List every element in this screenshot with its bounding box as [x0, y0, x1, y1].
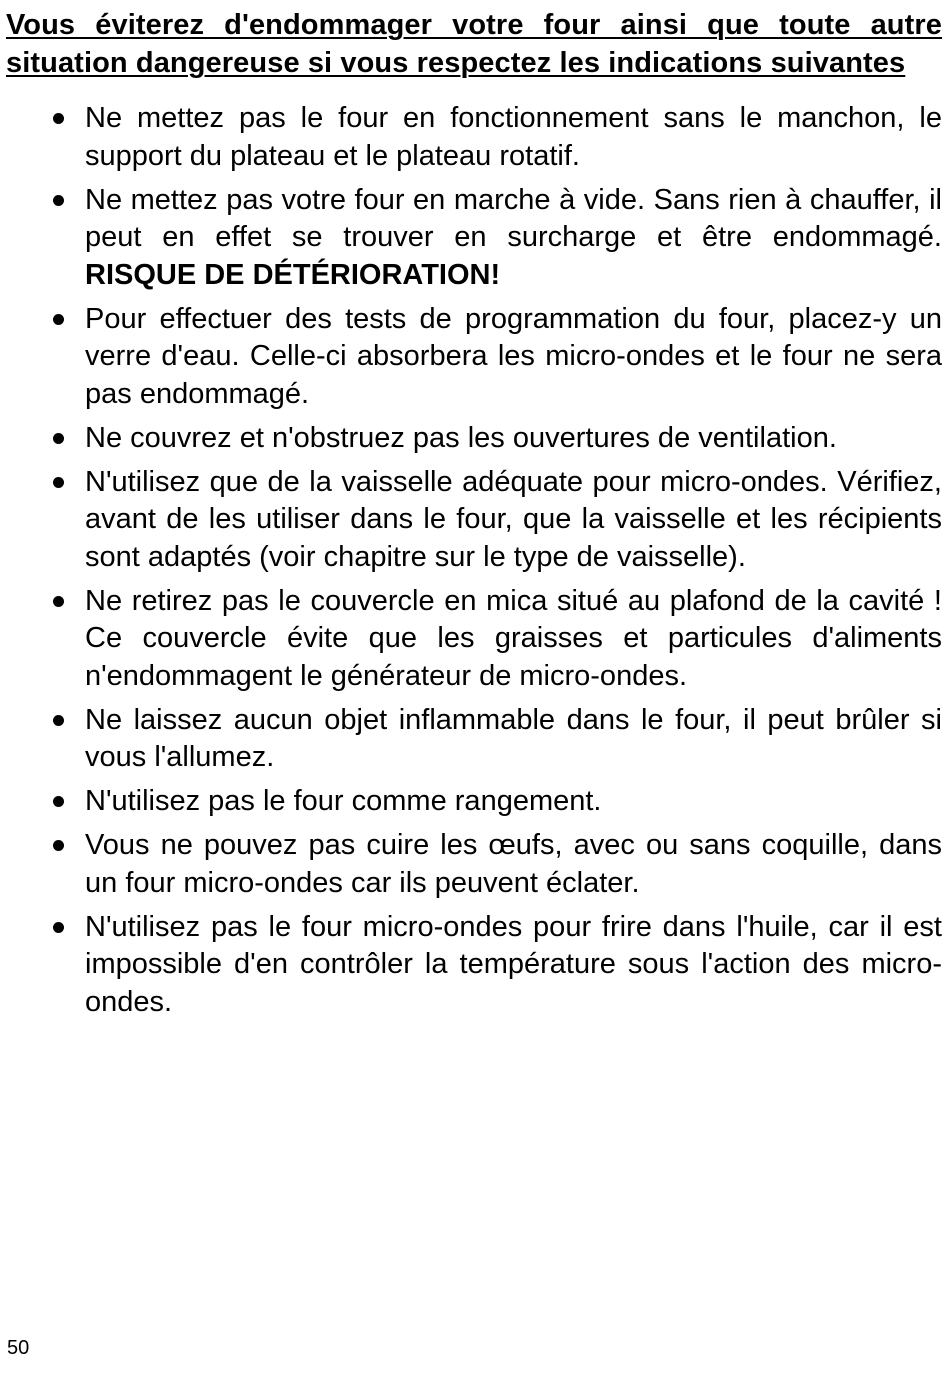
page-number: 50 — [7, 1337, 30, 1359]
list-item — [6, 702, 942, 777]
list-item — [6, 464, 942, 577]
bullet-icon — [53, 840, 64, 851]
list-item-text: Pour effectuer des tests de programmation du four, placez-y un verre d'eau. Celle-ci absorbera les micro-ondes et le four ne sera pas endommagé. — [85, 302, 942, 410]
safety-instructions-list — [6, 100, 942, 1021]
bullet-icon — [53, 113, 64, 124]
bullet-icon — [53, 477, 64, 488]
list-item — [6, 583, 942, 696]
list-item — [6, 301, 942, 414]
bullet-icon — [53, 195, 64, 206]
list-item-text: Ne laissez aucun objet inflammable dans le four, il peut brûler si vous l'allumez. — [85, 703, 942, 773]
list-item — [6, 783, 942, 821]
list-item-text: N'utilisez pas le four micro-ondes pour frire dans l'huile, car il est impossible d'en contrôler la température sous l'action des micro-ondes. — [85, 910, 942, 1018]
bullet-icon — [53, 796, 64, 807]
list-item-text: Vous ne pouvez pas cuire les œufs, avec ou sans coquille, dans un four micro-ondes car ils peuvent éclater. — [85, 829, 942, 899]
section-heading: Vous éviterez d'endommager votre four ainsi que toute autre situation dangereuse si vous respectez les indications suivantes — [6, 9, 942, 79]
list-item — [6, 827, 942, 902]
bullet-icon — [53, 314, 64, 325]
bullet-icon — [53, 715, 64, 726]
list-item-text: Ne mettez pas votre four en marche à vide. Sans rien à chauffer, il peut en effet se trouver en surcharge et être endommagé. — [85, 183, 942, 253]
list-item — [6, 100, 942, 175]
list-item-warning: RISQUE DE DÉTÉRIORATION! — [85, 258, 501, 291]
document-page — [6, 6, 942, 1028]
list-item — [6, 182, 942, 295]
list-item-text: Ne couvrez et n'obstruez pas les ouvertures de ventilation. — [85, 421, 837, 454]
list-item-text: N'utilisez que de la vaisselle adéquate pour micro-ondes. Vérifiez, avant de les utiliser dans le four, que la vaisselle et les récipients sont adaptés (voir chapitre sur le type de vaisselle). — [85, 465, 942, 573]
list-item — [6, 909, 942, 1022]
list-item — [6, 420, 942, 458]
bullet-icon — [53, 596, 64, 607]
list-item-text: Ne mettez pas le four en fonctionnement sans le manchon, le support du plateau et le plateau rotatif. — [85, 102, 942, 172]
bullet-icon — [53, 433, 64, 444]
list-item-text: Ne retirez pas le couvercle en mica situé au plafond de la cavité ! Ce couvercle évite que les graisses et particules d'aliments n'endommagent le générateur de micro-ondes. — [85, 584, 942, 692]
bullet-icon — [53, 922, 64, 933]
list-item-text: N'utilisez pas le four comme rangement. — [85, 785, 602, 817]
